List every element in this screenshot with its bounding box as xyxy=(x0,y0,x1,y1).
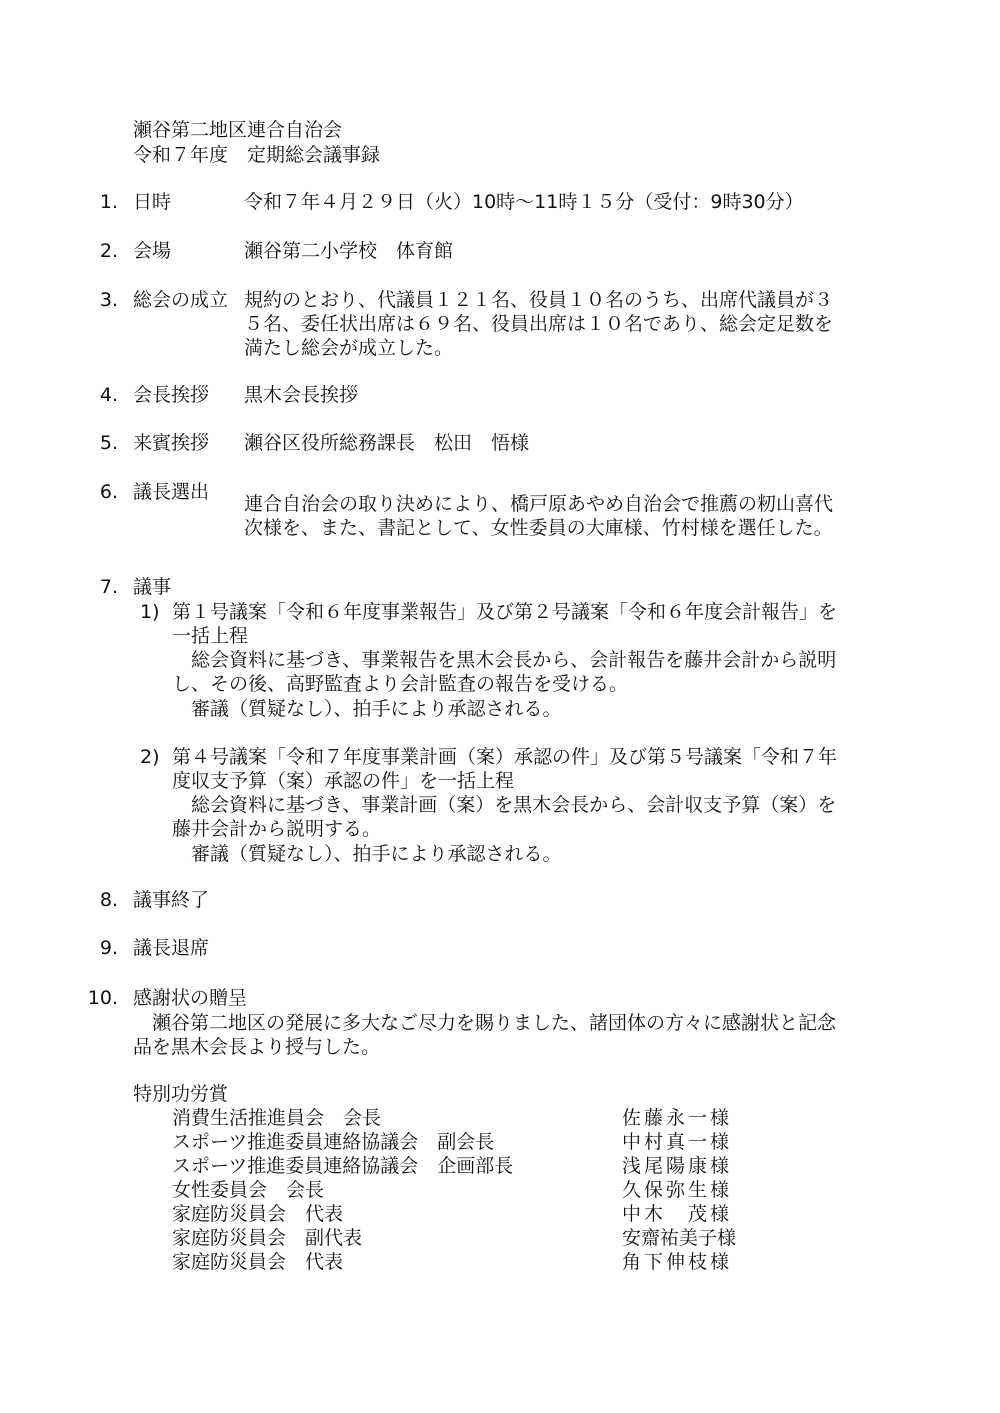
award-title: スポーツ推進委員連絡協議会 企画部長 xyxy=(172,1155,514,1177)
section-1-label: 日時 xyxy=(133,191,172,213)
section-2-number: 2. xyxy=(99,240,118,262)
section-10-label: 感謝状の贈呈 xyxy=(133,987,248,1009)
agenda-1-number: 1) xyxy=(140,601,160,623)
agenda-1-line-5: 審議（質疑なし）、拍手により承認される。 xyxy=(172,698,562,720)
section-4-text: 黒木会長挨拶 xyxy=(244,384,359,406)
gratitude-line-2: 品を黒木会長より授与した。 xyxy=(133,1036,381,1058)
section-6-line-1: 連合自治会の取り決めにより、橋戸原あやめ自治会で推薦の籾山喜代 xyxy=(244,493,834,515)
gratitude-line-1: 瀬谷第二地区の発展に多大なご尽力を賜りました、諸団体の方々に感謝状と記念 xyxy=(152,1012,837,1034)
organization-name: 瀬谷第二地区連合自治会 xyxy=(133,119,343,141)
section-6-number: 6. xyxy=(99,481,118,503)
award-title: 家庭防災員会 代表 xyxy=(172,1203,344,1225)
award-recipient: 安齋祐美子様 xyxy=(622,1227,737,1249)
section-10-number: 10. xyxy=(87,987,118,1009)
document-title: 令和７年度 定期総会議事録 xyxy=(133,144,381,166)
agenda-2-line-3: 総会資料に基づき、事業計画（案）を黒木会長から、会計収支予算（案）を xyxy=(172,794,837,816)
section-5-number: 5. xyxy=(99,432,118,454)
agenda-1-line-1: 第１号議案「令和６年度事業報告」及び第２号議案「令和６年度会計報告」を xyxy=(172,601,838,623)
section-3-number: 3. xyxy=(99,289,118,311)
agenda-1-line-3: 総会資料に基づき、事業報告を黒木会長から、会計報告を藤井会計から説明 xyxy=(172,649,837,671)
agenda-2-line-5: 審議（質疑なし）、拍手により承認される。 xyxy=(172,843,562,865)
section-3-line-1: 規約のとおり、代議員１２１名、役員１０名のうち、出席代議員が３ xyxy=(244,289,834,311)
section-4-label: 会長挨拶 xyxy=(133,384,210,406)
award-title: 消費生活推進員会 会長 xyxy=(172,1107,382,1129)
award-heading: 特別功労賞 xyxy=(133,1083,229,1105)
award-recipient: 中木 茂様 xyxy=(622,1203,733,1225)
agenda-2-number: 2) xyxy=(140,746,160,768)
section-8-number: 8. xyxy=(99,889,118,911)
award-title: スポーツ推進委員連絡協議会 副会長 xyxy=(172,1131,495,1153)
agenda-2-line-2: 度収支予算（案）承認の件」を一括上程 xyxy=(172,770,515,792)
award-title: 家庭防災員会 代表 xyxy=(172,1251,344,1273)
award-recipient: 久保弥生様 xyxy=(622,1179,733,1201)
agenda-1-line-2: 一括上程 xyxy=(172,625,249,647)
section-3-line-3: 満たし総会が成立した。 xyxy=(244,337,454,359)
section-1-text: 令和７年４月２９日（火）10時～11時１５分（受付：9時30分） xyxy=(244,191,804,213)
agenda-1-line-4: し、その後、高野監査より会計監査の報告を受ける。 xyxy=(172,673,629,695)
section-4-number: 4. xyxy=(99,384,118,406)
award-recipient: 浅尾陽康様 xyxy=(622,1155,733,1177)
section-6-line-2: 次様を、また、書記として、女性委員の大庫様、竹村様を選任した。 xyxy=(244,517,833,539)
award-recipient: 佐藤永一様 xyxy=(622,1107,733,1129)
section-7-label: 議事 xyxy=(133,576,172,598)
section-8-label: 議事終了 xyxy=(133,889,210,911)
section-1-number: 1. xyxy=(99,191,118,213)
section-9-label: 議長退席 xyxy=(133,937,210,959)
award-recipient: 角下伸枝様 xyxy=(622,1251,733,1273)
section-6-label: 議長選出 xyxy=(133,481,210,503)
award-recipient: 中村真一様 xyxy=(622,1131,733,1153)
section-3-label: 総会の成立 xyxy=(133,289,229,311)
section-7-number: 7. xyxy=(99,576,118,598)
section-3-line-2: ５名、委任状出席は６９名、役員出席は１０名であり、総会定足数を xyxy=(244,313,834,335)
section-2-text: 瀬谷第二小学校 体育館 xyxy=(244,240,454,262)
section-9-number: 9. xyxy=(99,937,118,959)
section-5-text: 瀬谷区役所総務課長 松田 悟様 xyxy=(244,432,530,454)
agenda-2-line-1: 第４号議案「令和７年度事業計画（案）承認の件」及び第５号議案「令和７年 xyxy=(172,746,838,768)
agenda-2-line-4: 藤井会計から説明する。 xyxy=(172,818,382,840)
award-title: 女性委員会 会長 xyxy=(172,1179,325,1201)
award-title: 家庭防災員会 副代表 xyxy=(172,1227,363,1249)
section-5-label: 来賓挨拶 xyxy=(133,432,210,454)
section-2-label: 会場 xyxy=(133,240,172,262)
